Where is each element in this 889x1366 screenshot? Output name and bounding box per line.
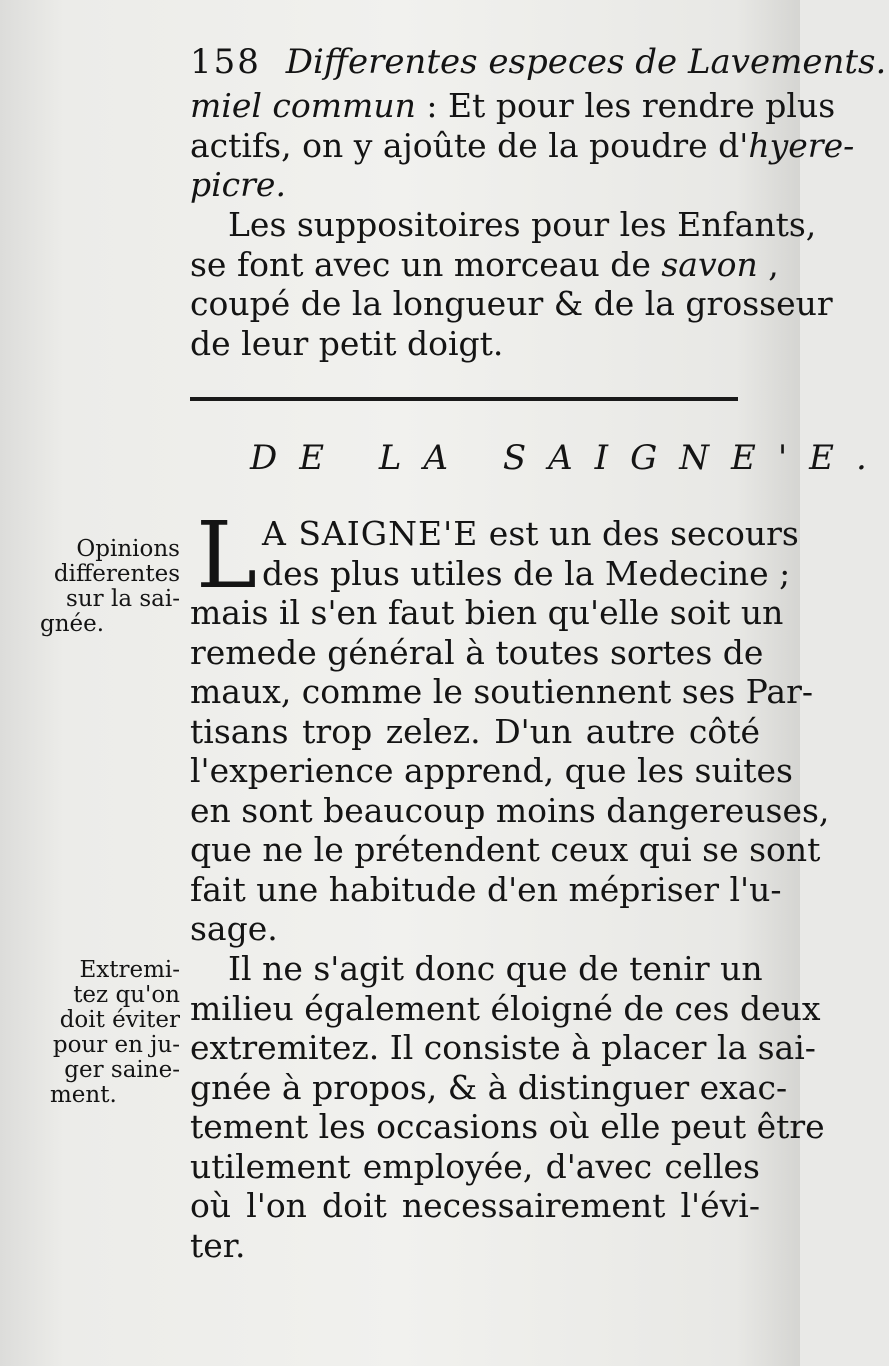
drop-cap: L [196,502,258,609]
margin-line: Opinions [76,536,180,562]
text-line: fait une habitude d'en mépriser l'u- [190,869,782,909]
text-line: remede général à toutes sortes de [190,632,764,672]
text-line: coupé de la longueur & de la grosseur [190,284,833,323]
margin-line: differentes [53,561,180,587]
text-line: se font avec un morceau de savon , [190,244,779,284]
paragraph-suppositoires [190,205,833,363]
text-line: des plus utiles de la Medecine ; [262,553,791,593]
section-heading: DE LA SAIGNE'E. [250,438,889,478]
margin-line: ment. [50,1082,117,1108]
margin-line: doit éviter [59,1007,180,1033]
text-line: sage. [190,909,278,948]
text-line: A SAIGNE'E est un des secours [262,514,799,553]
margin-note-opinions [40,537,180,637]
paragraph-saignee [190,593,830,949]
running-head [190,40,887,84]
margin-note-extremitez [40,958,180,1108]
paragraph-lavements-end [190,86,855,205]
page-number: 158 [190,42,261,82]
text-line: en sont beaucoup moins dangereuses, [190,790,830,830]
text-line: de leur petit doigt. [190,323,504,363]
text-line: mais il s'en faut bien qu'elle soit un [190,593,784,632]
running-title: Differentes especes de Lavements. [285,42,887,82]
text-line: milieu également éloigné de ces deux [190,988,821,1028]
margin-line: pour en ju- [52,1032,180,1058]
text-line: que ne le prétendent ceux qui se sont [190,830,821,869]
paragraph-saignee-dropcap-line [262,553,791,594]
text-line: tement les occasions où elle peut être [190,1107,825,1146]
text-line: gnée à propos, & à distinguer exac- [190,1067,788,1107]
margin-line: Extremi- [79,957,180,983]
text-line: actifs, on y ajoûte de la poudre d'hyere- [190,125,855,165]
section-rule [190,397,738,401]
text-line: ter. [190,1225,246,1265]
text-line: miel commun : Et pour les rendre plus [190,86,836,125]
paragraph-saignee-first-line [262,514,799,554]
paragraph-extremitez [190,949,825,1265]
text-line: picre. [190,165,286,204]
text-line: extremitez. Il consiste à placer la sai- [190,1028,816,1067]
margin-line: sur la sai- [66,586,180,612]
margin-line: gnée. [40,611,105,637]
text-line: tisans trop zelez. D'un autre côté [190,711,760,751]
margin-line: ger saine- [64,1057,180,1083]
text-line: Les suppositoires pour les Enfants, [228,205,817,244]
text-line: l'experience apprend, que les suites [190,751,793,790]
text-line: Il ne s'agit donc que de tenir un [228,949,763,988]
margin-line: tez qu'on [73,982,180,1008]
text-line: utilement employée, d'avec celles [190,1146,760,1186]
text-line: maux, comme le soutiennent ses Par- [190,672,813,711]
text-line: où l'on doit necessairement l'évi- [190,1186,760,1225]
